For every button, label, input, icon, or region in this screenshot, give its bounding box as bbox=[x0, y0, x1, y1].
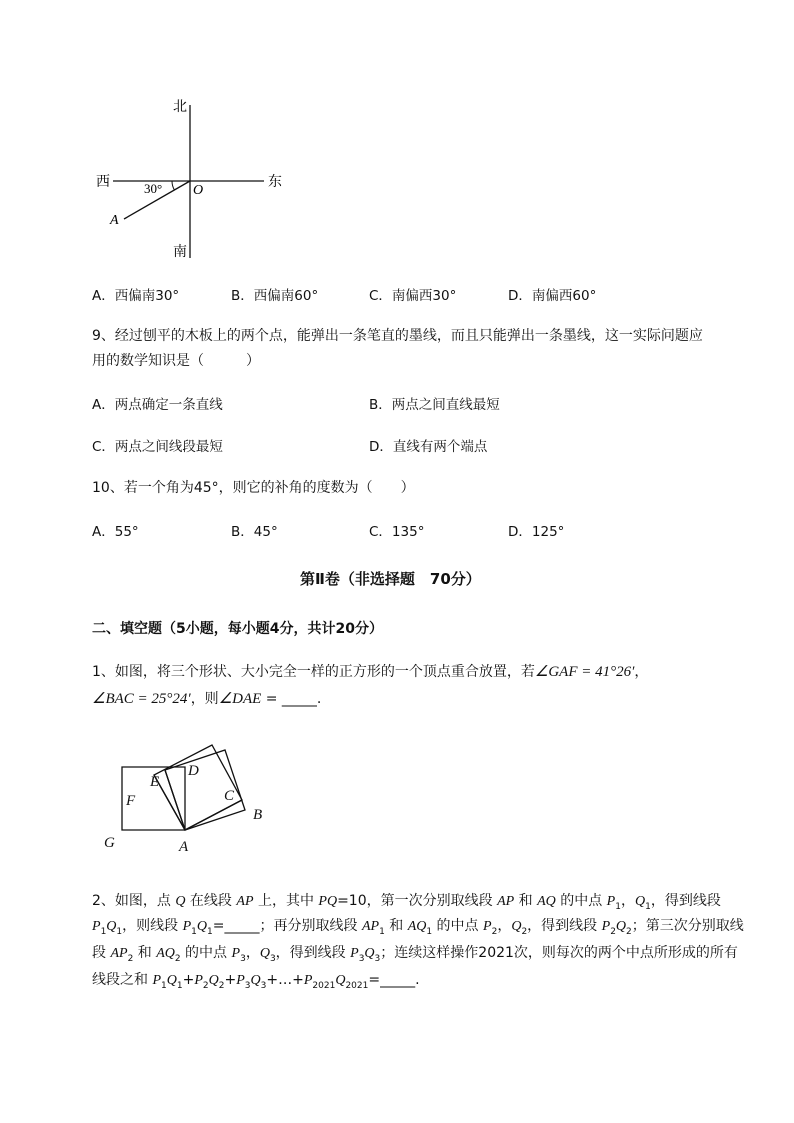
q8-option-c: C．南偏西30° bbox=[369, 288, 457, 304]
fill2-line3: 段 $AP_2$ 和 $AQ_2$ 的中点 $P_3$，$Q_3$，得到线段 $P_3Q_3$；连续这样操作2021次，则每次的两个中点所形成的所有 bbox=[92, 945, 738, 964]
point-a-label: A bbox=[110, 213, 119, 228]
q9-stem-line2: 用的数学知识是（ ） bbox=[92, 353, 260, 369]
label-f: F bbox=[126, 793, 136, 809]
q9-option-b: B．两点之间直线最短 bbox=[369, 397, 500, 413]
east-label: 东 bbox=[268, 175, 282, 190]
q10-option-b: B．45° bbox=[231, 524, 278, 540]
segment-ac bbox=[185, 800, 242, 830]
section2-title: 二、填空题（5小题，每小题4分，共计20分） bbox=[92, 621, 383, 637]
compass-figure bbox=[90, 95, 300, 265]
q10-option-d: D．125° bbox=[508, 524, 565, 540]
fill2-line2: $P_1Q_1$，则线段 $P_1Q_1=\_\_\_\_\_$；再分别取线段 $AP_1$ 和 $AQ_1$ 的中点 $P_2$，$Q_2$，得到线段 $P_2Q_2$；第三次分别取线 bbox=[92, 918, 744, 937]
label-e: E bbox=[150, 774, 160, 790]
q8-option-a: A．西偏南30° bbox=[92, 288, 180, 304]
angle-label: 30° bbox=[144, 181, 163, 196]
west-label: 西 bbox=[96, 175, 110, 190]
q8-option-b: B．西偏南60° bbox=[231, 288, 319, 304]
fill1-line2: ∠BAC = 25°24′，则∠DAE = _____. bbox=[92, 691, 322, 707]
south-label: 南 bbox=[173, 245, 187, 260]
angle-dae-expr: ∠DAE bbox=[218, 691, 262, 707]
label-a: A bbox=[179, 839, 189, 855]
fill2-line4: 线段之和 $P_1Q_1+P_2Q_2+P_3Q_3+\dots+P_{2021}Q_{2021}=\_\_\_\_\_$. bbox=[92, 972, 420, 991]
fill2-line1: 2、如图，点 Q 在线段 AP 上，其中 PQ=10，第一次分别取线段 AP 和 AQ 的中点 $P_1$，$Q_1$，得到线段 bbox=[92, 893, 721, 912]
q10-option-a: A．55° bbox=[92, 524, 139, 540]
north-label: 北 bbox=[173, 100, 187, 115]
q9-option-a: A．两点确定一条直线 bbox=[92, 397, 223, 413]
q9-option-c: C．两点之间线段最短 bbox=[92, 439, 223, 455]
q10-stem: 10、若一个角为45°，则它的补角的度数为（ ） bbox=[92, 480, 415, 496]
label-b: B bbox=[253, 807, 263, 823]
angle-arc bbox=[172, 181, 174, 190]
angle-gaf-expr: ∠GAF = 41°26′ bbox=[534, 664, 635, 680]
q9-stem-line1: 9、经过刨平的木板上的两个点，能弹出一条笔直的墨线，而且只能弹出一条墨线，这一实际问题应 bbox=[92, 328, 703, 344]
squares-figure bbox=[95, 730, 285, 860]
label-g: G bbox=[104, 835, 115, 851]
label-d: D bbox=[188, 763, 199, 779]
origin-label: O bbox=[193, 183, 204, 198]
q8-option-d: D．南偏西60° bbox=[508, 288, 597, 304]
label-c: C bbox=[224, 788, 235, 804]
q10-option-c: C．135° bbox=[369, 524, 425, 540]
angle-bac-expr: ∠BAC = 25°24′ bbox=[92, 691, 191, 707]
fill1-line1: 1、如图，将三个形状、大小完全一样的正方形的一个顶点重合放置，若∠GAF = 41°26′， bbox=[92, 664, 649, 680]
part2-title: 第Ⅱ卷（非选择题 70分） bbox=[300, 570, 481, 588]
q9-option-d: D．直线有两个端点 bbox=[369, 439, 488, 455]
